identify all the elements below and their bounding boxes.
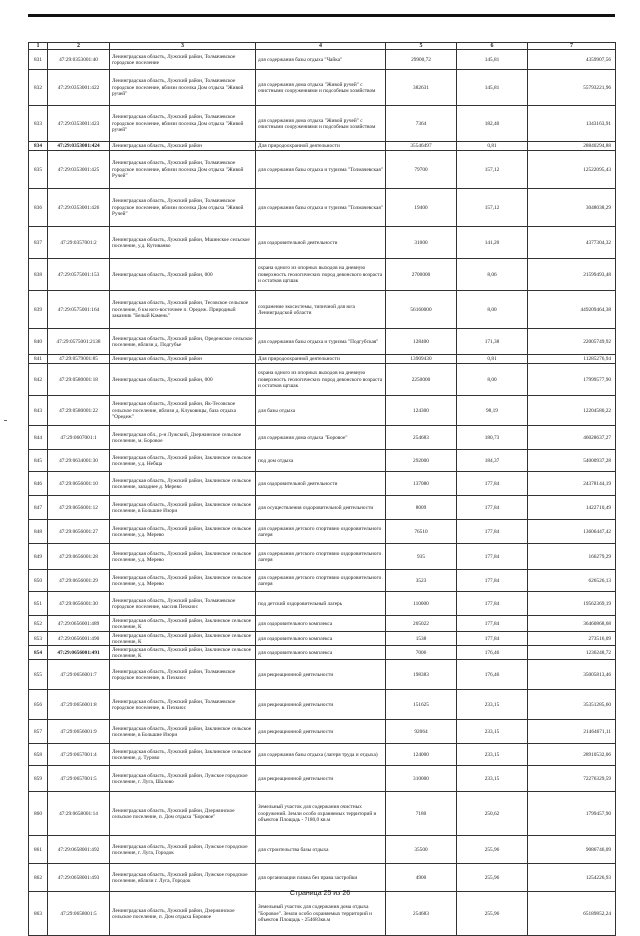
cadastral-number: 47:29:0657001:5 — [48, 766, 110, 792]
cadastral-value: 4359907,56 — [528, 50, 616, 70]
row-number: 836 — [29, 189, 48, 227]
permitted-use: для организации пляжа без права застройки — [256, 864, 386, 892]
row-number: 849 — [29, 544, 48, 570]
table-row — [29, 766, 616, 792]
specific-value: 8,00 — [457, 364, 528, 396]
cadastral-number: 47:29:0580001:18 — [48, 364, 110, 396]
permitted-use: под дом отдыха — [256, 450, 386, 472]
parcel-address: Ленинградская область, Лужский район — [110, 355, 256, 364]
parcel-area: 7364 — [386, 106, 457, 142]
specific-value: 255,96 — [457, 836, 528, 864]
parcel-area: 4900 — [386, 864, 457, 892]
cadastral-number: 47:29:0656001:30 — [48, 592, 110, 616]
permitted-use: для содержания дома отдыха "Боровое" — [256, 426, 386, 450]
cadastral-value: 22005749,92 — [528, 329, 616, 355]
cadastral-value: 1236248,72 — [528, 646, 616, 660]
specific-value: 255,96 — [457, 864, 528, 892]
parcel-area: 35500 — [386, 836, 457, 864]
cadastral-value: 55793221,96 — [528, 70, 616, 106]
table-row — [29, 520, 616, 544]
table-row — [29, 426, 616, 450]
row-number: 846 — [29, 472, 48, 496]
cadastral-number: 47:29:0656001:490 — [48, 632, 110, 646]
permitted-use: для осуществления оздоровительной деятельности — [256, 496, 386, 520]
row-number: 848 — [29, 520, 48, 544]
parcel-area: 254683 — [386, 892, 457, 936]
row-number: 838 — [29, 259, 48, 291]
parcel-address: Ленинградская область, Лужский район, Мшинское сельское поселение, у.д. Кутиванво — [110, 227, 256, 259]
cadastral-value: 28840294,88 — [528, 142, 616, 151]
cadastral-value: 17999577,90 — [528, 364, 616, 396]
permitted-use: для оздоровительной деятельности — [256, 227, 386, 259]
cadastral-number: 47:29:0657001:4 — [48, 744, 110, 766]
table-row — [29, 70, 616, 106]
parcel-area: 8009 — [386, 496, 457, 520]
table-row — [29, 291, 616, 329]
specific-value: 171,38 — [457, 329, 528, 355]
cadastral-value: 1422710,49 — [528, 496, 616, 520]
row-number: 850 — [29, 570, 48, 592]
parcel-address: Ленинградская область, Лужский район, Заклинское сельское поселение, у.д. Мерево — [110, 544, 256, 570]
header-col-2: 2 — [48, 43, 110, 50]
cadastral-number: 47:29:0656001:8 — [48, 690, 110, 720]
cadastral-value: 626526,13 — [528, 570, 616, 592]
page-footer: Страница 25 из 26 — [289, 890, 351, 897]
row-number: 835 — [29, 151, 48, 189]
table-row — [29, 570, 616, 592]
parcel-address: Ленинградская область, Лужский район, Дзержинское сельское поселение, п. Дом отдыха Боровое — [110, 892, 256, 936]
row-number: 831 — [29, 50, 48, 70]
table-row — [29, 720, 616, 744]
specific-value: 180,73 — [457, 426, 528, 450]
cadastral-value: 72276329,59 — [528, 766, 616, 792]
permitted-use: для оздоровительной деятельности — [256, 472, 386, 496]
specific-value: 233,15 — [457, 690, 528, 720]
parcel-area: 310000 — [386, 766, 457, 792]
cadastral-number: 47:29:0353001:422 — [48, 70, 110, 106]
parcel-area: 92064 — [386, 720, 457, 744]
top-border-rule — [28, 14, 615, 17]
specific-value: 177,84 — [457, 616, 528, 632]
parcel-area: 56160000 — [386, 291, 457, 329]
table-row — [29, 864, 616, 892]
table-row — [29, 364, 616, 396]
specific-value: 157,12 — [457, 189, 528, 227]
parcel-area: 254683 — [386, 426, 457, 450]
parcel-area: 292000 — [386, 450, 457, 472]
cadastral-value: 35351285,60 — [528, 690, 616, 720]
permitted-use: для рекреационной деятельности — [256, 720, 386, 744]
specific-value: 0,81 — [457, 142, 528, 151]
table-row — [29, 472, 616, 496]
table-row — [29, 616, 616, 632]
parcel-address: Ленинградская область, Лужский район, Оредежское сельское поселение, вблизи д. Подгубье — [110, 329, 256, 355]
cadastral-number: 47:29:0656001:28 — [48, 544, 110, 570]
cadastral-number: 47:29:0656001:491 — [48, 646, 110, 660]
permitted-use: для рекреационной деятельности — [256, 690, 386, 720]
cadastral-value: 1254226,93 — [528, 864, 616, 892]
parcel-address: Ленинградская область, Лужский район, Заклинское сельское поселение, в Большие Изори — [110, 496, 256, 520]
parcel-area: 3523 — [386, 570, 457, 592]
row-number: 863 — [29, 892, 48, 936]
specific-value: 177,84 — [457, 632, 528, 646]
row-number: 854 — [29, 646, 48, 660]
parcel-area: 35546497 — [386, 142, 457, 151]
permitted-use: для содержания дома отдыха "Живой ручей" с очистными сооружениями и подсобным хозяйством — [256, 106, 386, 142]
table-row — [29, 632, 616, 646]
row-number: 834 — [29, 142, 48, 151]
table-row — [29, 355, 616, 364]
parcel-address: Ленинградская область, Лужский район, Толмачевское городское поселение, массив Пехкиос — [110, 592, 256, 616]
cadastral-number: 47:29:0580001:22 — [48, 396, 110, 426]
header-col-7: 7 — [528, 43, 616, 50]
parcel-address: Ленинградская область, Лужский район, Лужское городское поселение, г. Луга, Шалово — [110, 766, 256, 792]
permitted-use: для содержания детского спортивно оздоровительного лагеря — [256, 570, 386, 592]
parcel-address: Ленинградская область, Лужский район, Заклинское сельское поселение, К — [110, 646, 256, 660]
specific-value: 250,62 — [457, 792, 528, 836]
cadastral-value: 21599493,48 — [528, 259, 616, 291]
header-col-5: 5 — [386, 43, 457, 50]
row-number: 832 — [29, 70, 48, 106]
specific-value: 255,96 — [457, 892, 528, 936]
permitted-use: Для природоохранной деятельности — [256, 142, 386, 151]
cadastral-number: 47:29:0607001:1 — [48, 426, 110, 450]
header-col-4: 4 — [256, 43, 386, 50]
parcel-address: Ленинградская область, Лужский район, Заклинское сельское поселение, К — [110, 616, 256, 632]
row-number: 845 — [29, 450, 48, 472]
row-number: 842 — [29, 364, 48, 396]
parcel-area: 935 — [386, 544, 457, 570]
parcel-area: 19400 — [386, 189, 457, 227]
header-col-6: 6 — [457, 43, 528, 50]
cadastral-number: 47:29:0575001:164 — [48, 291, 110, 329]
permitted-use: сохранение экосистемы, типичной для юга Ленинградской области — [256, 291, 386, 329]
parcel-area: 205022 — [386, 616, 457, 632]
parcel-area: 2250000 — [386, 364, 457, 396]
permitted-use: для рекреационной деятельности — [256, 766, 386, 792]
cadastral-number: 47:29:0656001:12 — [48, 496, 110, 520]
row-number: 840 — [29, 329, 48, 355]
parcel-area: 110000 — [386, 592, 457, 616]
parcel-area: 31000 — [386, 227, 457, 259]
parcel-address: Ленинградская область, Лужский район, Заклинское сельское поселение, у.д. Мерево — [110, 520, 256, 544]
table-row — [29, 544, 616, 570]
row-number: 839 — [29, 291, 48, 329]
permitted-use: для содержания базы отдыха и туризма "Толмачевская" — [256, 151, 386, 189]
specific-value: 145,81 — [457, 70, 528, 106]
parcel-address: Ленинградская область, Лужский район, Толмачевское городское поселение, в. Пехкиос — [110, 690, 256, 720]
parcel-address: Ленинградская область, Лужский район, Заклинское сельское поселение, д. Турово — [110, 744, 256, 766]
specific-value: 233,15 — [457, 766, 528, 792]
cadastral-value: 28910532,06 — [528, 744, 616, 766]
row-number: 859 — [29, 766, 48, 792]
cadastral-value: 35005813,46 — [528, 660, 616, 690]
parcel-address: Ленинградская область, Лужский район, Заклинское сельское поселение, у.д. Мерево — [110, 570, 256, 592]
parcel-area: 382631 — [386, 70, 457, 106]
row-number: 853 — [29, 632, 48, 646]
row-number: 833 — [29, 106, 48, 142]
row-number: 841 — [29, 355, 48, 364]
specific-value: 141,20 — [457, 227, 528, 259]
permitted-use: для строительства базы отдыха — [256, 836, 386, 864]
table-row — [29, 151, 616, 189]
permitted-use: Земельный участок для содержания дома отдыха "Боровое". Земли особо охраняемых территорий и объектов Площадь - 254683кв.м — [256, 892, 386, 936]
permitted-use: для содержания базы отдыха "Чайка" — [256, 50, 386, 70]
parcel-address: Ленинградская область, Лужский район, Дзержинское сельское поселение, п. Дом отдыха "Боровое" — [110, 792, 256, 836]
row-number: 847 — [29, 496, 48, 520]
cadastral-number: 47:29:0575001:153 — [48, 259, 110, 291]
margin-mark — [4, 420, 7, 421]
cadastral-value: 166279,29 — [528, 544, 616, 570]
cadastral-value: 1343163,91 — [528, 106, 616, 142]
parcel-address: Ленинградская область, Лужский район, 000 — [110, 259, 256, 291]
specific-value: 182,40 — [457, 106, 528, 142]
table-row — [29, 106, 616, 142]
parcel-address: Ленинградская обл., р-н Лужский, Дзержинское сельское поселение, м. Боровое — [110, 426, 256, 450]
permitted-use: для оздоровительного комплекса — [256, 646, 386, 660]
specific-value: 233,15 — [457, 720, 528, 744]
row-number: 858 — [29, 744, 48, 766]
table-row — [29, 592, 616, 616]
table-row — [29, 496, 616, 520]
cadastral-value: 46028637,27 — [528, 426, 616, 450]
parcel-area: 7006 — [386, 646, 457, 660]
land-parcels-table — [28, 42, 616, 936]
permitted-use: для оздоровительного комплекса — [256, 616, 386, 632]
table-row — [29, 792, 616, 836]
row-number: 856 — [29, 690, 48, 720]
cadastral-number: 47:29:0658001:493 — [48, 864, 110, 892]
parcel-area: 79700 — [386, 151, 457, 189]
table-body — [29, 50, 616, 936]
row-number: 844 — [29, 426, 48, 450]
specific-value: 8,06 — [457, 259, 528, 291]
cadastral-number: 47:29:0357001:2 — [48, 227, 110, 259]
cadastral-number: 47:29:0656001:489 — [48, 616, 110, 632]
parcel-address: Ленинградская область, Лужский район, Заклинское сельское поселение, в Большие Изори — [110, 720, 256, 744]
row-number: 861 — [29, 836, 48, 864]
parcel-address: Ленинградская область, Лужский район, Лужское городское поселение, г. Луга, Городок — [110, 836, 256, 864]
parcel-area: 2700000 — [386, 259, 457, 291]
parcel-address: Ленинградская область, Лужский район, Толмачевское городское поселение, в. Пехкиос — [110, 660, 256, 690]
header-col-3: 3 — [110, 43, 256, 50]
parcel-area: 29900,72 — [386, 50, 457, 70]
specific-value: 157,12 — [457, 151, 528, 189]
cadastral-value: 11285276,94 — [528, 355, 616, 364]
cadastral-value: 13606447,42 — [528, 520, 616, 544]
cadastral-number: 47:29:0656001:29 — [48, 570, 110, 592]
cadastral-value: 273516,09 — [528, 632, 616, 646]
parcel-area: 7180 — [386, 792, 457, 836]
row-number: 862 — [29, 864, 48, 892]
parcel-address: Ленинградская область, Лужский район, Лужское городское поселение, вблизи г. Луга, Городок — [110, 864, 256, 892]
specific-value: 184,37 — [457, 450, 528, 472]
cadastral-number: 47:29:0658001:492 — [48, 836, 110, 864]
parcel-address: Ленинградская область, Лужский район — [110, 142, 256, 151]
table-row — [29, 189, 616, 227]
table-row — [29, 142, 616, 151]
cadastral-value: 65189852,24 — [528, 892, 616, 936]
table-row — [29, 450, 616, 472]
table-row — [29, 396, 616, 426]
specific-value: 177,84 — [457, 520, 528, 544]
specific-value: 98,19 — [457, 396, 528, 426]
parcel-area: 13909430 — [386, 355, 457, 364]
parcel-area: 124000 — [386, 744, 457, 766]
parcel-address: Ленинградская область, Лужский район, Тесовское сельское поселение, 6 км юго-восточнее п. Оредеж. Природный заказник "Белый Камень" — [110, 291, 256, 329]
parcel-area: 198383 — [386, 660, 457, 690]
cadastral-number: 47:29:0575001:2138 — [48, 329, 110, 355]
cadastral-number: 47:29:0634001:30 — [48, 450, 110, 472]
permitted-use: Для природоохранной деятельности — [256, 355, 386, 364]
permitted-use: для содержания детского спортивно оздоровительного лагеря — [256, 520, 386, 544]
table-row — [29, 690, 616, 720]
cadastral-number: 47:29:0658001:5 — [48, 892, 110, 936]
specific-value: 176,46 — [457, 646, 528, 660]
cadastral-value: 4377304,32 — [528, 227, 616, 259]
table-row — [29, 50, 616, 70]
header-col-1: 1 — [29, 43, 48, 50]
specific-value: 233,15 — [457, 744, 528, 766]
cadastral-value: 12522095,43 — [528, 151, 616, 189]
row-number: 837 — [29, 227, 48, 259]
parcel-address: Ленинградская область, Лужский район, Толмачевское городское поселение — [110, 50, 256, 70]
specific-value: 177,84 — [457, 544, 528, 570]
cadastral-value: 36460868,68 — [528, 616, 616, 632]
table-row — [29, 836, 616, 864]
permitted-use: для содержания дома отдыха "Живой ручей" с очистными сооружениями и подсобным хозяйством — [256, 70, 386, 106]
parcel-address: Ленинградская область, Лужский район, Як-Тесовское сельское поселение, вблизи д. Клуковицы, база отдыха "Оредеж" — [110, 396, 256, 426]
parcel-area: 151625 — [386, 690, 457, 720]
table-row — [29, 646, 616, 660]
permitted-use: Земельный участок для содержания очистных сооружений. Земли особо охраняемых территорий и объектов Площадь - 7180,0 кв.м — [256, 792, 386, 836]
cadastral-value: 24378144,19 — [528, 472, 616, 496]
parcel-area: 1538 — [386, 632, 457, 646]
permitted-use: для содержания базы отдыха (лагеря труда и отдыха) — [256, 744, 386, 766]
cadastral-number: 47:29:0353001:424 — [48, 142, 110, 151]
parcel-area: 128400 — [386, 329, 457, 355]
table-row — [29, 744, 616, 766]
cadastral-number: 47:29:0579001:85 — [48, 355, 110, 364]
parcel-address: Ленинградская область, Лужский район, Толмачевское городское поселение, вблизи поселка Дом отдыха "Живой ручей" — [110, 70, 256, 106]
row-number: 851 — [29, 592, 48, 616]
parcel-area: 124300 — [386, 396, 457, 426]
row-number: 855 — [29, 660, 48, 690]
cadastral-number: 47:29:0353001:423 — [48, 106, 110, 142]
specific-value: 8,00 — [457, 291, 528, 329]
cadastral-value: 3048038,29 — [528, 189, 616, 227]
cadastral-number: 47:29:0656001:9 — [48, 720, 110, 744]
table-row — [29, 227, 616, 259]
parcel-area: 137080 — [386, 472, 457, 496]
row-number: 852 — [29, 616, 48, 632]
cadastral-number: 47:29:0658001:14 — [48, 792, 110, 836]
cadastral-number: 47:29:0353001:426 — [48, 189, 110, 227]
cadastral-number: 47:29:0353001:425 — [48, 151, 110, 189]
row-number: 857 — [29, 720, 48, 744]
table-header-row — [29, 43, 616, 50]
cadastral-value: 21464671,11 — [528, 720, 616, 744]
specific-value: 177,84 — [457, 592, 528, 616]
table-row — [29, 259, 616, 291]
specific-value: 177,84 — [457, 472, 528, 496]
specific-value: 0,81 — [457, 355, 528, 364]
cadastral-value: 449209464,38 — [528, 291, 616, 329]
cadastral-value: 54000937,28 — [528, 450, 616, 472]
table-row — [29, 892, 616, 936]
row-number: 843 — [29, 396, 48, 426]
cadastral-number: 47:29:0656001:27 — [48, 520, 110, 544]
specific-value: 177,84 — [457, 570, 528, 592]
permitted-use: для содержания базы отдыха и туризма "Подгубская" — [256, 329, 386, 355]
permitted-use: под детский оздоровительный лагерь — [256, 592, 386, 616]
cadastral-number: 47:29:0353001:40 — [48, 50, 110, 70]
cadastral-value: 9086746,09 — [528, 836, 616, 864]
table-row — [29, 660, 616, 690]
cadastral-value: 19562369,19 — [528, 592, 616, 616]
cadastral-value: 1799457,90 — [528, 792, 616, 836]
permitted-use: для базы отдыха — [256, 396, 386, 426]
parcel-address: Ленинградская область, Лужский район, Толмачевское городское поселение, вблизи поселка Дом отдыха "Живой Ручей" — [110, 151, 256, 189]
table-row — [29, 329, 616, 355]
specific-value: 177,84 — [457, 496, 528, 520]
specific-value: 145,81 — [457, 50, 528, 70]
specific-value: 176,46 — [457, 660, 528, 690]
parcel-address: Ленинградская область, Лужский район, Заклинское сельское поселение, К — [110, 632, 256, 646]
cadastral-number: 47:29:0656001:7 — [48, 660, 110, 690]
permitted-use: для оздоровительного комплекса — [256, 632, 386, 646]
parcel-address: Ленинградская область, Лужский район, Толмачевское городское поселение, вблизи поселка Дом отдыха "Живой ручей" — [110, 106, 256, 142]
permitted-use: для рекреационной деятельности — [256, 660, 386, 690]
parcel-address: Ленинградская область, Лужский район, Заклинское сельское поселение, у.д. Небща — [110, 450, 256, 472]
parcel-address: Ленинградская область, Лужский район, Толмачевское городское поселение, вблизи поселка Дом отдыха "Живой Ручей" — [110, 189, 256, 227]
parcel-address: Ленинградская область, Лужский район, 000 — [110, 364, 256, 396]
parcel-address: Ленинградская область, Лужский район, Заклинское сельское поселение, западнее д. Мерево — [110, 472, 256, 496]
cadastral-value: 12204580,22 — [528, 396, 616, 426]
row-number: 860 — [29, 792, 48, 836]
permitted-use: охрана одного из опорных выходов на дневную поверхность геологических пород девонского возраста и остатков щгшак — [256, 364, 386, 396]
permitted-use: охрана одного из опорных выходов на дневную поверхность геологических пород девонского возраста и остатков щгшак — [256, 259, 386, 291]
permitted-use: для содержания детского спортивно оздоровительного лагеря — [256, 544, 386, 570]
parcel-area: 76510 — [386, 520, 457, 544]
permitted-use: для содержания базы отдыха и туризма "Толмачевская" — [256, 189, 386, 227]
cadastral-number: 47:29:0656001:10 — [48, 472, 110, 496]
